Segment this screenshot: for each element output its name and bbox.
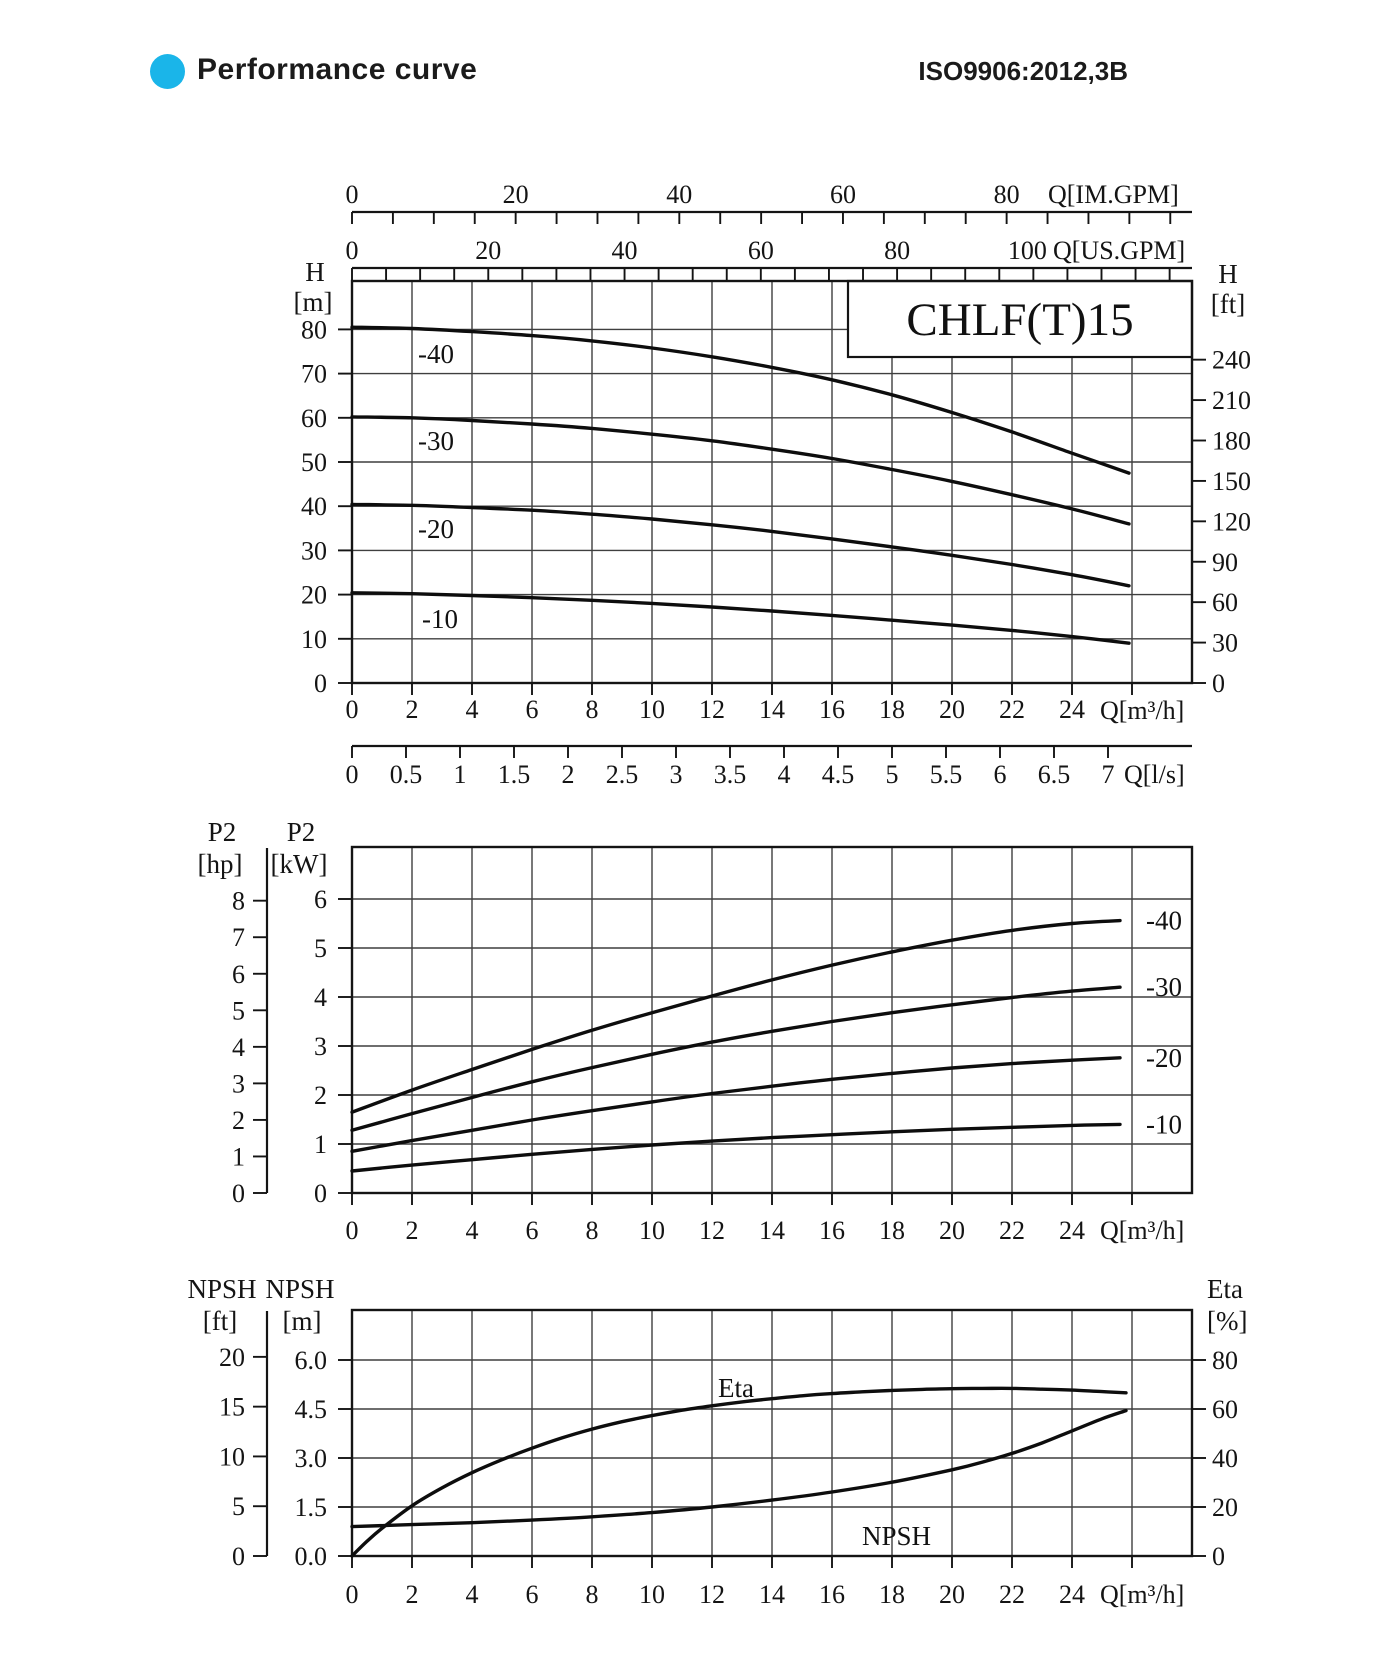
kw-tick-label: 4 [314,983,327,1012]
x-tick-label: 6 [525,695,539,724]
x-axis-label-m3h: Q[m³/h] [1100,696,1185,725]
x-tick-label: 2 [405,695,419,724]
npsh-m-tick-label: 6.0 [294,1345,327,1375]
series-label--10: -10 [422,604,458,634]
x-tick-label: 14 [759,1580,785,1609]
eta-tick-label: 0 [1212,1542,1225,1571]
h-ft-tick-label: 60 [1212,588,1238,618]
x-tick-label: 18 [879,695,905,724]
y-left-axis-name: H [305,257,325,287]
npsh-ft-tick-label: 5 [232,1492,245,1522]
h-ft-tick-label: 150 [1212,466,1251,496]
npsh-m-axis-name: NPSH [265,1274,335,1304]
us-tick-label: 80 [884,236,911,265]
eta-axis-unit: [%] [1207,1306,1248,1336]
series-label--20: -20 [418,514,454,544]
x-tick-label: 8 [585,1580,599,1609]
ls-tick-label: 6.5 [1037,760,1071,789]
ls-tick-label: 2 [561,760,575,789]
x-axis-label-m3h-3: Q[m³/h] [1100,1580,1185,1609]
x-tick-label: 4 [465,1580,479,1609]
x-tick-label: 16 [819,695,845,724]
hp-tick-label: 6 [232,959,245,989]
h-m-tick-label: 60 [301,403,327,433]
hp-tick-label: 5 [232,996,245,1026]
x-tick-label: 24 [1059,1216,1085,1245]
x-tick-label: 12 [699,695,725,724]
ls-tick-label: 7 [1101,760,1115,789]
x-tick-label: 14 [759,1216,785,1245]
x-tick-label: 2 [405,1216,419,1245]
kw-tick-label: 6 [314,885,327,914]
ls-tick-label: 3 [669,760,683,789]
x-tick-label: 22 [999,1216,1025,1245]
eta-tick-label: 80 [1212,1345,1238,1375]
eta-tick-label: 40 [1212,1443,1238,1473]
kw-tick-label: 0 [314,1179,327,1208]
npsh-ft-axis-name: NPSH [187,1274,257,1304]
y-left-axis-unit: [m] [293,287,333,317]
x-tick-label: 12 [699,1216,725,1245]
h-m-tick-label: 10 [301,624,327,654]
h-ft-tick-label: 240 [1212,345,1251,375]
series-label-eta: Eta [718,1373,754,1403]
kw-tick-label: 1 [314,1130,327,1159]
h-ft-tick-label: 180 [1212,426,1251,456]
ls-tick-label: 4.5 [821,760,855,789]
p2-kw-axis-unit: [kW] [270,849,328,879]
us-tick-label: 0 [345,236,359,265]
x-tick-label: 20 [939,1580,965,1609]
ls-tick-label: 5 [885,760,899,789]
x-tick-label: 10 [639,695,665,724]
ls-tick-label: 0.5 [389,760,423,789]
curve--40 [352,921,1120,1113]
h-ft-tick-label: 0 [1212,669,1225,698]
ls-tick-label: 0 [345,760,359,789]
us-tick-label: 60 [747,236,774,265]
iso-standard-label: ISO9906:2012,3B [918,56,1128,86]
model-label: CHLF(T)15 [906,294,1134,346]
h-ft-tick-label: 30 [1212,628,1238,658]
x-tick-label: 4 [465,1216,479,1245]
x-tick-label: 18 [879,1580,905,1609]
im-tick-label: 80 [993,180,1020,209]
npsh-eta-chart [187,1274,1247,1609]
npsh-ft-tick-label: 15 [219,1392,245,1422]
h-m-tick-label: 0 [314,669,327,698]
x-tick-label: 8 [585,1216,599,1245]
ls-tick-label: 4 [777,760,791,789]
im-tick-label: 60 [829,180,856,209]
npsh-ft-axis-unit: [ft] [202,1306,238,1336]
power-flow-chart [198,817,1192,1245]
x-tick-label: 10 [639,1580,665,1609]
us-tick-label: 40 [611,236,638,265]
hp-tick-label: 7 [232,923,245,953]
series-label--40: -40 [1146,905,1182,936]
p2-kw-axis-name: P2 [286,817,316,847]
x-tick-label: 20 [939,1216,965,1245]
eta-tick-label: 20 [1212,1492,1238,1522]
ls-tick-label: 3.5 [713,760,747,789]
x-tick-label: 0 [345,1216,359,1245]
ls-tick-label: 6 [993,760,1007,789]
x-tick-label: 0 [345,695,359,724]
x-tick-label: 10 [639,1216,665,1245]
x-tick-label: 18 [879,1216,905,1245]
curve--30 [352,987,1120,1130]
x-tick-label: 14 [759,695,785,724]
ls-tick-label: 5.5 [929,760,963,789]
npsh-m-tick-label: 1.5 [294,1492,327,1522]
us-tick-label: 20 [475,236,502,265]
npsh-m-tick-label: 0.0 [294,1542,327,1571]
p2-hp-axis-unit: [hp] [197,849,243,879]
npsh-m-tick-label: 4.5 [294,1394,327,1424]
series-label--40: -40 [418,339,454,369]
x-tick-label: 16 [819,1216,845,1245]
curve-npsh [352,1411,1126,1527]
x-axis-label-ls: Q[l/s] [1124,760,1185,789]
x-tick-label: 6 [525,1580,539,1609]
ls-tick-label: 1 [453,760,467,789]
x-tick-label: 16 [819,1580,845,1609]
x-axis-label-im-gpm: Q[IM.GPM] [1048,180,1179,209]
x-tick-label: 6 [525,1216,539,1245]
x-tick-label: 2 [405,1580,419,1609]
x-tick-label: 8 [585,695,599,724]
series-label-npsh: NPSH [862,1521,932,1551]
p2-hp-axis-name: P2 [207,817,237,847]
head-flow-chart [294,180,1251,789]
h-m-tick-label: 30 [301,536,327,566]
h-m-tick-label: 50 [301,448,327,477]
npsh-ft-tick-label: 0 [232,1542,245,1571]
x-tick-label: 12 [699,1580,725,1609]
x-tick-label: 4 [465,695,479,724]
page-title: Performance curve [197,53,478,86]
x-tick-label: 22 [999,695,1025,724]
hp-tick-label: 0 [232,1179,245,1208]
kw-tick-label: 3 [314,1032,327,1061]
npsh-m-tick-label: 3.0 [294,1443,327,1473]
npsh-ft-tick-label: 20 [219,1342,245,1372]
hp-tick-label: 8 [232,886,245,916]
npsh-ft-tick-label: 10 [219,1442,245,1472]
x-tick-label: 20 [939,695,965,724]
eta-tick-label: 60 [1212,1394,1238,1424]
hp-tick-label: 1 [232,1142,245,1172]
h-m-tick-label: 20 [301,580,327,610]
h-ft-tick-label: 90 [1212,547,1238,577]
h-m-tick-label: 70 [301,359,327,389]
h-ft-tick-label: 210 [1212,386,1251,416]
hp-tick-label: 4 [232,1032,245,1062]
x-tick-label: 22 [999,1580,1025,1609]
us-tick-label: 100 [1007,236,1047,265]
y-right-axis-unit: [ft] [1210,289,1246,319]
curve-eta [352,1388,1126,1556]
x-axis-label-m3h-2: Q[m³/h] [1100,1216,1185,1245]
series-label--10: -10 [1146,1109,1182,1140]
h-ft-tick-label: 120 [1212,507,1251,537]
x-tick-label: 24 [1059,1580,1085,1609]
hp-tick-label: 2 [232,1105,245,1135]
kw-tick-label: 5 [314,934,327,963]
im-tick-label: 0 [345,180,359,209]
x-tick-label: 24 [1059,695,1085,724]
series-label--30: -30 [1146,972,1182,1003]
hp-tick-label: 3 [232,1069,245,1099]
y-right-axis-name: H [1218,259,1238,289]
x-axis-label-us-gpm: Q[US.GPM] [1053,236,1186,265]
ls-tick-label: 2.5 [605,760,639,789]
kw-tick-label: 2 [314,1081,327,1110]
series-label--30: -30 [418,426,454,456]
h-m-tick-label: 40 [301,492,327,522]
npsh-m-axis-unit: [m] [282,1306,322,1336]
im-tick-label: 20 [502,180,529,209]
ls-tick-label: 1.5 [497,760,531,789]
eta-axis-name: Eta [1207,1274,1243,1304]
x-tick-label: 0 [345,1580,359,1609]
series-label--20: -20 [1146,1042,1182,1073]
im-tick-label: 40 [666,180,693,209]
h-m-tick-label: 80 [301,315,327,345]
